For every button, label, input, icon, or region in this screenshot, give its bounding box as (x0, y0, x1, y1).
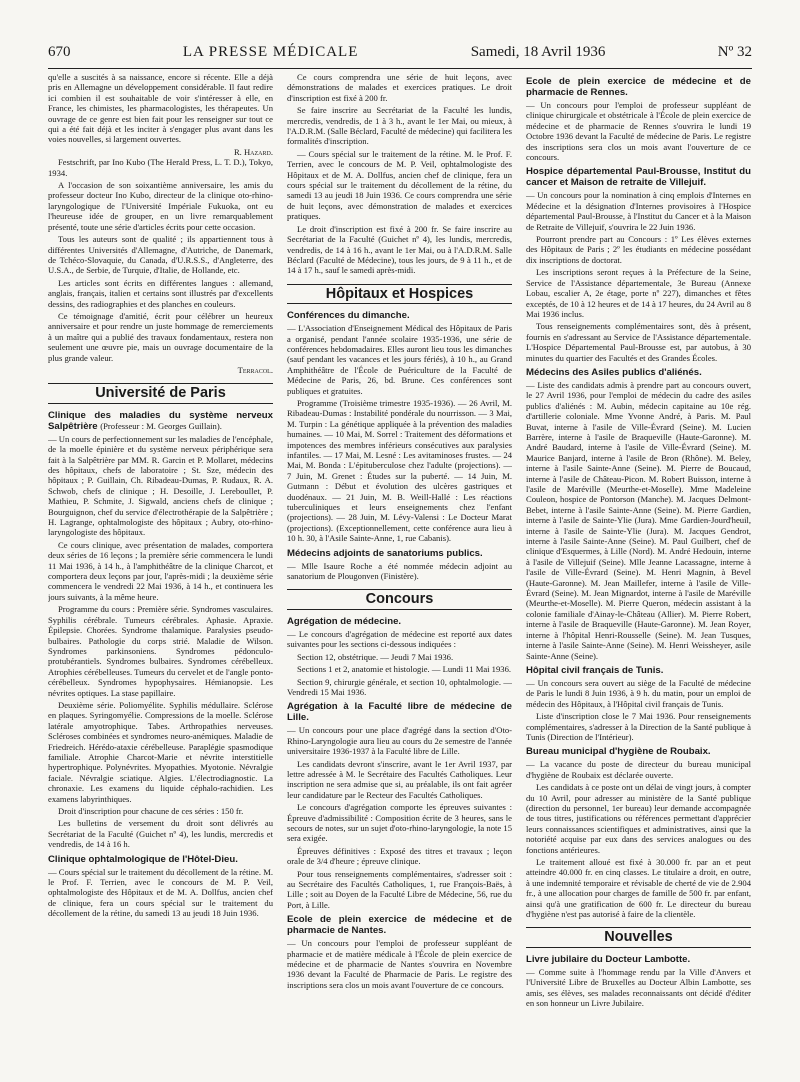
paragraph: Programme (Troisième trimestre 1935-1936). — 26 Avril, M. Ribadeau-Dumas : Instabilité pondérale du nourrisson. — 3 Mai, M. Turpin : La génétique appliquée à la prévention des maladies humaines. — 10 Mai, M. Sorrel : Traitement des déformations et impotences des membres inférieurs consécutives aux paralysies infantiles. — 17 Mai, M. Lesné : Les avitaminoses frustes. — 24 Mai, M. Bonda : L'épituberculose chez l'adulte (projections). — 7 Juin, M. Grenet : Études sur la puberté. — 14 Juin, M. Gutmann : Début et évolution des ulcères gastriques et duodénaux. — 21 Juin, M. B. Weill-Hallé : Les réactions tuberculiniques et leurs enseignements chez l'enfant (projections). — 28 Juin, M. Lévy-Valensi : Le Docteur Marat (projections). (Exceptionnellement, cette conférence aura lieu à 10 h. 30, à l'Asile Sainte-Anne, 1, rue Cabanis). (287, 397, 512, 544)
paragraph: Liste d'inscription close le 7 Mai 1936. Pour renseignements complémentaires, s'adresser à la Direction de la Santé publique à Tunis (Direction de l'Intérieur). (526, 711, 751, 742)
paragraph: Ce témoignage d'amitié, écrit pour célébrer un heureux anniversaire et pour rendre un juste hommage de remerciements à un maître qui a publié des travaux fondamentaux, restera non seulement une œuvre pie, mais un ouvrage documentaire de la plus grande valeur. (48, 310, 273, 363)
paragraph: Les candidats devront s'inscrire, avant le 1er Avril 1937, par lettre adressée à M. le Secrétaire des Facultés Catholiques. Leur inscription ne sera admise que si, au préalable, ils ont fait agréer leur candidature par le Recteur des Facultés Catholiques. (287, 758, 512, 800)
subheading: Hôpital civil français de Tunis. (526, 664, 664, 676)
signature: R. Hazard. (233, 146, 273, 157)
paragraph: Pourront prendre part au Concours : 1º Les élèves externes des Hôpitaux de Paris ; 2º les étudiants en médecine possédant dix inscriptions de doctorat. (526, 234, 751, 265)
header-rule (48, 68, 752, 69)
paragraph: Les inscriptions seront reçues à la Préfecture de la Seine, Service de l'Assistance départementale, 3e Bureau (Annexe Lobau, escalier A, 2e étage, porte nº 227), dimanches et fêtes exceptés, de 10 à 12 heures et de 14 à 17 heures, du 24 Avril au 8 Mai 1936 inclus. (526, 267, 751, 319)
paragraph: Le concours d'agrégation comporte les épreuves suivantes : Épreuve d'admissibilité : Composition écrite de 3 heures, sans le secours de notes, sur un sujet d'oto-rhino-laryngologie, la note 15 sera exigée. (287, 802, 512, 844)
subheading: Médecins des Asiles publics d'aliénés. (526, 366, 702, 378)
subheading: Médecins adjoints de sanatoriums publics. (287, 547, 483, 559)
paragraph: — Un concours sera ouvert au siège de la Faculté de médecine de Paris le lundi 8 Juin 1936, à 9 h. du matin, pour un emploi de médecin des Hôpitaux, à l'Hôpital civil français de Tunis. (526, 677, 751, 709)
subheading: Clinique ophtalmologique de l'Hôtel-Dieu. (48, 853, 238, 865)
paragraph: Se faire inscrire au Secrétariat de la Faculté les lundis, mercredis, vendredis, de 1 à 3 h., avant le 1er Mai, ou mieux, à l'A.D.R.M. (Salle Béclard, Faculté de médecine) qui facilitera les formalités d'inscription. (287, 105, 512, 147)
subheading: Ecole de plein exercice de médecine et de pharmacie de Nantes. (287, 914, 512, 937)
paragraph: Programme du cours : Première série. Syndromes vasculaires. Syphilis cérébrale. Tumeurs cérébrales. Aphasie. Apraxie. Épilepsie. Chorées. Syndrome thalamique. Paralysies pseudo-bulbaires. Pathologie du corps strié. Maladie de Wilson. Syndromes parkinsoniens. Syndromes pédonculo-protubérantiels. Syndromes bulbaires. Syndromes cérébelleux. Atrophies cérébelleuses. Tumeurs du cervelet et de l'angle ponto-cérébelleux. Syndromes hypophysaires. Hémianopsie. Les névrites optiques. La stase papillaire. (48, 604, 273, 698)
paragraph: — Un concours pour une place d'agrégé dans la section d'Oto-Rhino-Laryngologie aura lieu au cours du 2e semestre de l'année universitaire 1936-1937 à la Faculté libre de Lille. (287, 725, 512, 757)
column-3 (526, 72, 751, 1062)
subheading: Livre jubilaire du Docteur Lambotte. (526, 953, 691, 965)
column-1 (48, 72, 273, 1062)
issue-date: Samedi, 18 Avril 1936 (470, 44, 606, 60)
subheading-note: (Professeur : M. Georges Guillain). (100, 420, 222, 431)
page-header (48, 44, 752, 64)
paragraph: — Comme suite à l'hommage rendu par la Ville d'Anvers et l'Université Libre de Bruxelles au Docteur Albin Lambotte, ses amis, ses élèves, ses malades reconnaissants ont décidé d'éditer en son honneur un Livre Jubilaire. (526, 966, 751, 1009)
subheading: Conférences du dimanche. (287, 310, 410, 322)
subheading: Agrégation à la Faculté libre de médecine de Lille. (287, 701, 512, 724)
subheading-title: Clinique des maladies du système nerveux Salpêtrière (48, 409, 273, 432)
subheading (48, 410, 273, 432)
column-2 (287, 72, 512, 1062)
paragraph: Sections 1 et 2, anatomie et histologie. — Lundi 11 Mai 1936. (297, 664, 512, 675)
issue-number: Nº 32 (717, 44, 752, 60)
subheading: Ecole de plein exercice de médecine et de pharmacie de Rennes. (526, 76, 751, 98)
paragraph: Ce cours comprendra une série de huit leçons, avec démonstrations de malades et exercices pratiques. Le droit d'inscription est fixé à 200 fr. (287, 72, 512, 103)
paragraph: Le traitement alloué est fixé à 30.000 fr. par an et peut atteindre 40.000 fr. en cinq classes. Le titulaire a droit, en outre, à une indemnité temporaire et révisable de cherté de vie de 2.904 fr., à une allocation pour charges de famille de 500 fr. par enfant, ainsi qu'à une gratification de 600 fr. Le directeur du bureau d'hygiène n'est pas autorisé à faire de la clientèle. (526, 857, 751, 920)
paragraph: Les articles sont écrits en différentes langues : allemand, anglais, français, italien et certains sont illustrés par d'excellents dessins, des radiographies et des planches en couleurs. (48, 277, 273, 309)
signature: Terracol. (237, 364, 273, 375)
subheading: Bureau municipal d'hygiène de Roubaix. (526, 746, 711, 758)
paragraph: — Mlle Isaure Roche a été nommée médecin adjoint au sanatorium de Plougonven (Finistère). (287, 560, 512, 582)
paragraph: Les candidats à ce poste ont un délai de vingt jours, à compter du 10 Avril, pour adresser au ministère de la Santé publique (direction du personnel, 1er bureau) leur demande accompagnée de tous titres, justifications ou références permettant d'apprécier leurs connaissances scientifiques et administratives, ainsi que la notoriété acquise par eux dans des services analogues ou des fonctions antérieures. (526, 782, 751, 855)
paragraph: — Un cours de perfectionnement sur les maladies de l'encéphale, de la moelle épinière et du système nerveux périphérique sera fait à la Salpêtrière par MM. R. Garcin et P. Mollaret, médecins des hôpitaux, chefs de laboratoire ; St. Sze, médecin des hôpitaux ; P. Guillain, Ch. Ribadeau-Dumas, P. Rudaux, R. A. Schwob, chefs de clinique ; H. Desoille, J. Lereboullet, P. Mathieu, P. Schmite, J. Sigwald, anciens chefs de clinique ; Bourguignon, chef du service d'électrothérapie de la Salpêtrière ; H. Lagrange, ophtalmologiste des hôpitaux ; Aubry, oto-rhino-laryngologiste des hôpitaux. (48, 433, 273, 538)
journal-title: LA PRESSE MÉDICALE (182, 44, 359, 60)
paragraph: — Le concours d'agrégation de médecine est reporté aux dates suivantes pour les sections ci-dessous indiquées : (287, 628, 512, 650)
paragraph: — Liste des candidats admis à prendre part au concours ouvert, le 27 Avril 1936, pour l'emploi de médecin du cadre des asiles publics d'aliénés : M. Aubin, médecin capitaine au 10e rég. d'artillerie coloniale. Mme Yvonne André, à Paris. M. Paul Buvat, interne à l'asile de Ville-Évrard (Seine). M. Lucien Barrère, interne à l'asile de Braqueville (Haute-Garonne). M. André Baudard, interne à l'asile de Ville-Évrard (Seine). M. Maurice Banjard, interne à l'asile de Bron (Rhône). M. Beley, interne à l'asile Sainte-Anne (Seine). M. Pierre de Boucaud, interne à l'asile de Château-Picon. M. Robert Buisson, interne à l'asile de Maréville (Meurthe-et-Moselle). Mme Madeleine Couleon, hospice de Pontorson (Manche). M. Jacques Delmont-Bebet, interne à l'asile Sainte-Anne (Seine). M. Pierre Gardien, interne à l'asile de Sainte-Ylie (Jura). Mme Gardien-Jourd'heuil, interne à l'asile de Sainte-Ylie (Jura). M. Jacques Gendrot, interne à l'asile Sainte-Anne (Seine). M. Paul Guilbert, chef de clinique d'Esquermes, à Lille (Nord). M. André Hedouin, interne à l'asile de Villejuif (Seine). Mlle Jeanne Lacassagne, interne à l'asile de Ville-Évrard (Seine). M. Henri Magnin, à Bevel (Haute-Garonne). M. Jean Maillefer, interne à l'asile de Ville-Évrard (Seine). M. Jean Mignardot, interne à l'asile de Maréville (Meurthe-et-Moselle). M. Pierre Queron, médecin assistant à la colonie familiale d'Ainay-le-Château (Allier). M. Pierre Robert, interne à l'asile de Braqueville (Haute-Garonne). M. Jean Royer, interne à l'hôpital Henri-Rousselle (Seine). M. Jean Tusques, interne à l'asile Sainte-Anne (Seine). M. Henri Weissheyer, asile Sainte-Anne (Seine). (526, 379, 751, 661)
paragraph: — Un concours pour la nomination à cinq emplois d'Internes en Médecine et la désignation d'Internes provisoires à l'Hospice départemental Paul-Brousse, à l'Institut du Cancer et à la Maison de Retraite de Villejuif, s'ouvrira le 22 Juin 1936. (526, 190, 751, 232)
paragraph: Le droit d'inscription est fixé à 200 fr. Se faire inscrire au Secrétariat de la Faculté (Guichet nº 4), les lundis, mercredis, vendredis, de 14 à 16 h., avant le 1er Mai, ou à l'A.D.R.M. Salle Béclard (Faculté de Médecine), tous les jours, de 9 à 11 h., et de 14 à 17 h., sauf le samedi après-midi. (287, 223, 512, 276)
paragraph: Pour tous renseignements complémentaires, s'adresser soit : au Secrétaire des Facultés Catholiques, 1, rue François-Baës, à Lille ; soit au Doyen de la Faculté Libre de Médecine, 56, rue du Port, à Lille. (287, 868, 512, 910)
paragraph: Tous les auteurs sont de qualité ; ils appartiennent tous à différentes Universités d'Allemagne, d'Autriche, de Danemark, de Tchéco-Slovaquie, du Canada, d'U.R.S.S., d'Angleterre, des U.S.A., de Serbie, de Turquie, d'Italie, de Hollande, etc. (48, 234, 273, 276)
paragraph: — L'Association d'Enseignement Médical des Hôpitaux de Paris a organisé, pendant l'année scolaire 1935-1936, une série de conférences hebdomadaires. Elles auront lieu tous les dimanches (sauf pendant les vacances et les jours fériés), à 10 h., au Grand Amphithéâtre de l'École de Puériculture de la Faculté de Médecine de Paris, 26, bd. Brune. Ces conférences sont publiques et gratuites. (287, 323, 512, 396)
paragraph: Section 9, chirurgie générale, et section 10, ophtalmologie. — Vendredi 15 Mai 1936. (287, 676, 512, 697)
paragraph: Droit d'inscription pour chacune de ces séries : 150 fr. (58, 806, 244, 816)
paragraph: Épreuves définitives : Exposé des titres et travaux ; leçon orale de 3/4 d'heure ; épreuve clinique. (287, 845, 512, 867)
page-number: 670 (48, 44, 71, 60)
paragraph: Deuxième série. Poliomyélite. Syphilis médullaire. Sclérose en plaques. Syringomyélie. Compressions de la moelle. Sclérose latérale amyotrophique. Tabes. Arthropathies nerveuses. Scléroses combinées et syndromes neuro-anémiques. Maladie de Friedreich. Hérédo-ataxie cérébelleuse. Paraplégie spasmodique familiale. Atrophie Charcot-Marie et névrite interstitielle hypertrophique. Polynévrites. Myopathies. Myotonie. Névralgie faciale. Névralgie sciatique. Algies. L'électrodiagnostic. La chronaxie. Les examens du liquide céphalo-rachidien. Les examens labyrinthiques. (48, 699, 273, 804)
paragraph: — Un concours pour l'emploi de professeur suppléant de pharmacie et de matière médicale à l'École de plein exercice de médecine et de pharmacie de Nantes s'ouvrira en Novembre 1936 devant la Faculté de Pharmacie de Paris. Le registre des inscriptions sera clos un mois avant l'ouverture de ce concours. (287, 938, 512, 990)
paragraph: — Cours spécial sur le traitement du décollement de la rétine. M. le Prof. F. Terrien, avec le concours de M. P. Veil, ophtalmologiste des Hôpitaux et de M. A. Dollfus, ancien chef de clinique, fera un cours spécial sur le traitement du décollement de la rétine, du samedi 13 au jeudi 18 Juin 1936. (48, 866, 273, 919)
paragraph: A l'occasion de son soixantième anniversaire, les amis du professeur docteur Ino Kubo, directeur de la clinique oto-rhino-laryngologique de l'Université Impériale Fukuoka, ont eu l'heureuse idée de grouper, en un livre remarquablement présenté, toute une série d'articles écrits pour cette occasion. (48, 180, 273, 232)
paragraph: Les bulletins de versement du droit sont délivrés au Secrétariat de la Faculté (Guichet nº 4), les lundis, mercredis et vendredis, de 14 à 16 h. (48, 818, 273, 850)
subheading: Hospice départemental Paul-Brousse, Institut du cancer et Maison de retraite de Villejuif. (526, 166, 751, 189)
section-heading: Nouvelles (526, 927, 751, 947)
paragraph: Section 12, obstétrique. — Jeudi 7 Mai 1936. (297, 651, 454, 662)
paragraph: Ce cours clinique, avec présentation de malades, comportera deux séries de 16 leçons ; la première série commencera le lundi 11 Mai 1936, à 14 h., à l'amphithéâtre de la clinique Charcot, et comportera deux leçons par jour, l'après-midi ; la deuxième série commencera le vendredi 22 Mai 1936, à 14 h., et continuera les jours suivants, à la même heure. (48, 539, 273, 602)
section-heading: Hôpitaux et Hospices (287, 284, 512, 304)
subheading: Agrégation de médecine. (287, 615, 402, 627)
paragraph: Tous renseignements complémentaires sont, dès à présent, fournis en s'adressant au Service de l'Assistance départementale. L'Hospice Départemental Paul-Brousse est, par autobus, à 30 minutes du quartier des Facultés et des Grandes Écoles. (526, 321, 751, 363)
section-heading: Université de Paris (48, 383, 273, 403)
paragraph: — La vacance du poste de directeur du bureau municipal d'hygiène de Roubaix est déclarée ouverte. (526, 759, 751, 780)
paragraph: — Cours spécial sur le traitement de la rétine. M. le Prof. F. Terrien, avec le concours de M. P. Veil, ophtalmologiste des Hôpitaux et de M. A. Dollfus, ancien chef de clinique, fera un cours spécial sur le traitement du décollement de la rétine, du samedi 13 au jeudi 18 Juin 1936. Ce cours comprendra une série de huit leçons, avec démonstration de malades et exercices pratiques. (287, 148, 512, 222)
paragraph: Festschrift, par Ino Kubo (The Herald Press, L. T. D.), Tokyo, 1934. (48, 157, 273, 178)
paragraph: — Un concours pour l'emploi de professeur suppléant de clinique chirurgicale et obstétricale à l'École de plein exercice de médecine et de pharmacie de Rennes s'ouvrira le lundi 19 Octobre 1936 devant la Faculté de médecine de Paris. Le registre des inscriptions sera clos un mois avant l'ouverture de ce concours. (526, 100, 751, 163)
section-heading: Concours (287, 589, 512, 609)
paragraph: qu'elle a suscités à sa naissance, encore si récente. Elle a déjà pris en Allemagne un développement considérable. Il faut redire ici combien il est souhaitable de voir s'intéresser à elle, en France, les chimistes, les pharmacologistes, les thérapeutes. Un ouvrage de ce genre est bien fait pour les renseigner sur tout ce qui a été fait déjà et les inciter à s'engager plus avant dans les voies nouvelles, si largement ouvertes. (48, 72, 273, 145)
